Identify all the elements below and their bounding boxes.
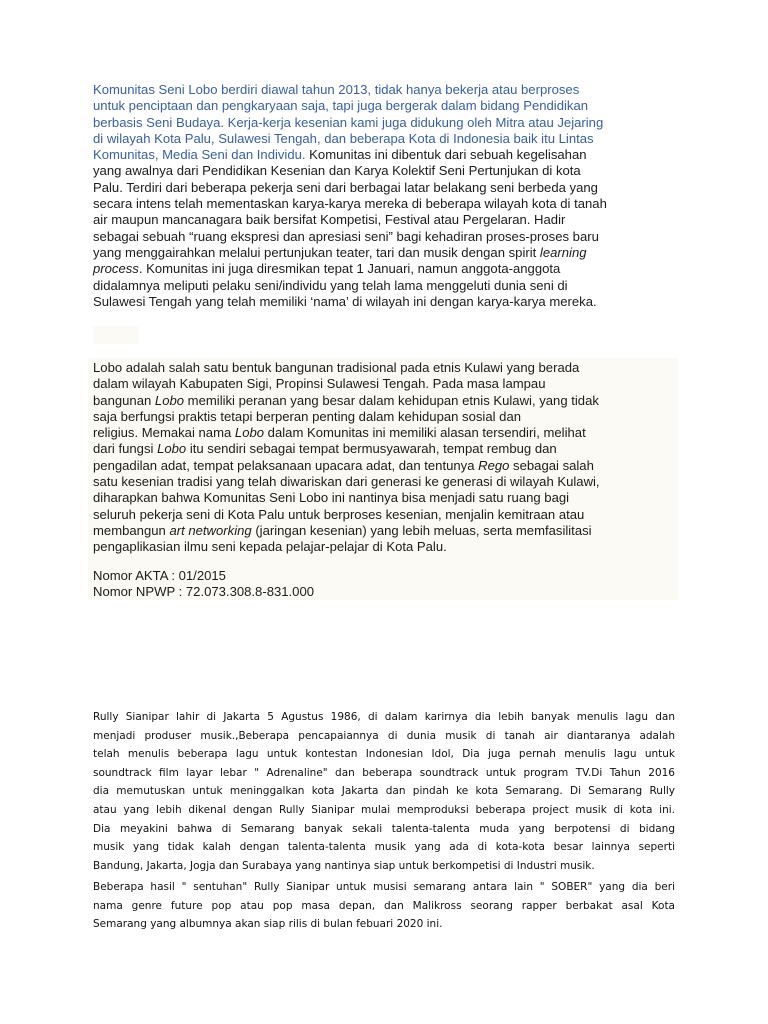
npwp-number: Nomor NPWP : 72.073.308.8-831.000 xyxy=(93,583,315,599)
text-fragment: (jaringan kesenian) yang lebih meluas, serta memfasilitasi xyxy=(251,522,592,538)
italic-term: learning xyxy=(539,244,587,260)
text-fragment: yang menggairahkan melalui pertunjukan teater, tari dan musik dengan spirit xyxy=(93,244,540,260)
text-fragment: religius. Memakai nama xyxy=(93,425,235,441)
paragraph-lobo-meaning xyxy=(93,360,678,556)
paragraph-rully-works xyxy=(93,878,675,934)
text-fragment: dalam Komunitas ini memiliki alasan tersendiri, melihat xyxy=(264,425,586,441)
text-fragment: pengadilan adat, tempat pelaksanaan upacara adat, dan tentunya xyxy=(93,457,479,473)
text-line: sebagai sebuah “ruang ekspresi dan apresiasi seni” bagi kehadiran proses-proses baru xyxy=(93,228,599,244)
text-line: seluruh pekerja seni di Kota Palu untuk berproses kesenian, menjalin kemitraan atau xyxy=(93,506,585,522)
text-line: Komunitas Seni Lobo berdiri diawal tahun 2013, tidak hanya bekerja atau berproses xyxy=(93,82,580,97)
italic-term: art networking xyxy=(169,522,252,538)
text-line: saja berfungsi praktis tetapi berperan penting dalam kehidupan sosial dan xyxy=(93,408,522,424)
italic-term: Lobo xyxy=(154,392,185,408)
italic-term: process xyxy=(93,261,139,277)
text-line: secara intens telah mementaskan karya-karya mereka di beberapa wilayah kota di tanah xyxy=(93,196,607,212)
italic-term: Lobo xyxy=(157,441,187,457)
italic-term: Lobo xyxy=(234,425,265,441)
text-line: yang awalnya dari Pendidikan Kesenian dan Karya Kolektif Seni Pertunjukan di kota xyxy=(93,163,581,179)
text-fragment: dari fungsi xyxy=(93,441,158,457)
text-fragment: . Komunitas ini juga diresmikan tepat 1 Januari, namun anggota-anggota xyxy=(138,261,561,277)
text-fragment: itu sendiri sebagai tempat bermusyawarah, tempat rembug dan xyxy=(186,441,557,457)
text-line: dalam wilayah Kabupaten Sigi, Propinsi Sulawesi Tengah. Pada masa lampau xyxy=(93,376,546,392)
text-line: Lobo adalah salah satu bentuk bangunan tradisional pada etnis Kulawi yang berada xyxy=(93,360,580,375)
text-fragment: memiliki peranan yang besar dalam kehidupan etnis Kulawi, yang tidak xyxy=(184,392,599,408)
text-line: Sulawesi Tengah yang telah memiliki ‘nama’ di wilayah ini dengan karya-karya mereka. xyxy=(93,293,597,309)
text-line: soundtrack film layar lebar " Adrenaline" dan beberapa soundtrack untuk program TV.Di Tahun 2016 xyxy=(93,766,675,779)
text-fragment: membangun xyxy=(93,522,170,538)
text-line: Rully Sianipar lahir di Jakarta 5 Agustus 1986, di dalam karirnya dia lebih banyak menulis lagu dan xyxy=(93,711,675,723)
text-line xyxy=(93,147,683,163)
text-fragment: Komunitas ini dibentuk dari sebuah kegelisahan xyxy=(305,147,587,163)
text-line: berbasis Seni Budaya. Kerja-kerja kesenian kami juga didukung oleh Mitra atau Jejaring xyxy=(93,114,604,130)
highlight-block xyxy=(93,326,139,344)
text-line: Palu. Terdiri dari beberapa pekerja seni dari berbagai latar belakang seni berbeda yang xyxy=(93,179,598,195)
text-fragment-blue: Komunitas, Media Seni dan Individu. xyxy=(93,147,306,163)
text-line xyxy=(93,523,678,539)
text-line: Dia meyakini bahwa di Semarang banyak sekali talenta-talenta muda yang berpotensi di bidang xyxy=(93,822,675,835)
text-line xyxy=(93,425,678,441)
text-line xyxy=(93,261,683,277)
text-line: diharapkan bahwa Komunitas Seni Lobo ini nantinya bisa menjadi satu ruang bagi xyxy=(93,490,570,506)
text-line: didalamnya meliputi pelaku seni/individu yang telah lama menggeluti dunia seni di xyxy=(93,277,568,293)
text-line: di wilayah Kota Palu, Sulawesi Tengah, dan beberapa Kota di Indonesia baik itu Lintas xyxy=(93,130,594,146)
text-line: dia memutuskan untuk meninggalkan kota Jakarta dan pindah ke kota Semarang. Di Semarang Rully xyxy=(93,785,675,798)
text-fragment: bangunan xyxy=(93,392,155,408)
text-line xyxy=(93,458,678,474)
text-fragment: sebagai salah xyxy=(509,457,594,473)
paragraph-komunitas-intro xyxy=(93,82,683,310)
text-line: pengaplikasian ilmu seni kepada pelajar-pelajar di Kota Palu. xyxy=(93,539,447,555)
text-line: nama genre future pop atau pop masa depan, dan Malikross seorang rapper berbakat asal Kota xyxy=(93,899,675,912)
text-line: Semarang yang albumnya akan siap rilis di bulan febuari 2020 ini. xyxy=(93,918,443,931)
text-line xyxy=(93,393,678,409)
italic-term: Rego xyxy=(478,457,510,473)
text-line xyxy=(93,245,683,261)
text-line: satu kesenian tradisi yang telah diwariskan dari generasi ke generasi di wilayah Kulawi, xyxy=(93,474,600,490)
text-line: musik yang tidak kalah dengan talenta-talenta musik yang ada di kota-kota besar lainnya seperti xyxy=(93,841,675,854)
text-line: telah menulis beberapa lagu untuk kontestan Indonesian Idol, Dia juga pernah menulis lagu untuk xyxy=(93,748,675,761)
paragraph-rully-biography xyxy=(93,708,675,875)
text-line: menjadi produser musik.,Beberapa pencapaiannya di dunia musik di tanah air diantaranya adalah xyxy=(93,729,675,742)
text-line: Bandung, Jakarta, Jogja dan Surabaya yang nantinya siap untuk berkompetisi di Industri musik. xyxy=(93,859,595,872)
text-line: Beberapa hasil " sentuhan" Rully Sianipar untuk musisi semarang antara lain " SOBER" yang dia beri xyxy=(93,881,675,893)
text-line xyxy=(93,441,678,457)
text-line: air maupun mancanagara baik bersifat Kompetisi, Festival atau Pergelaran. Hadir xyxy=(93,212,566,228)
text-line: atau yang lebih dikenal dengan Rully Sianipar mulai memproduksi beberapa project musik di kota ini. xyxy=(93,803,675,816)
registration-info xyxy=(93,568,493,599)
text-line: untuk penciptaan dan pengkaryaan saja, tapi juga bergerak dalam bidang Pendidikan xyxy=(93,98,589,114)
akta-number: Nomor AKTA : 01/2015 xyxy=(93,568,226,583)
